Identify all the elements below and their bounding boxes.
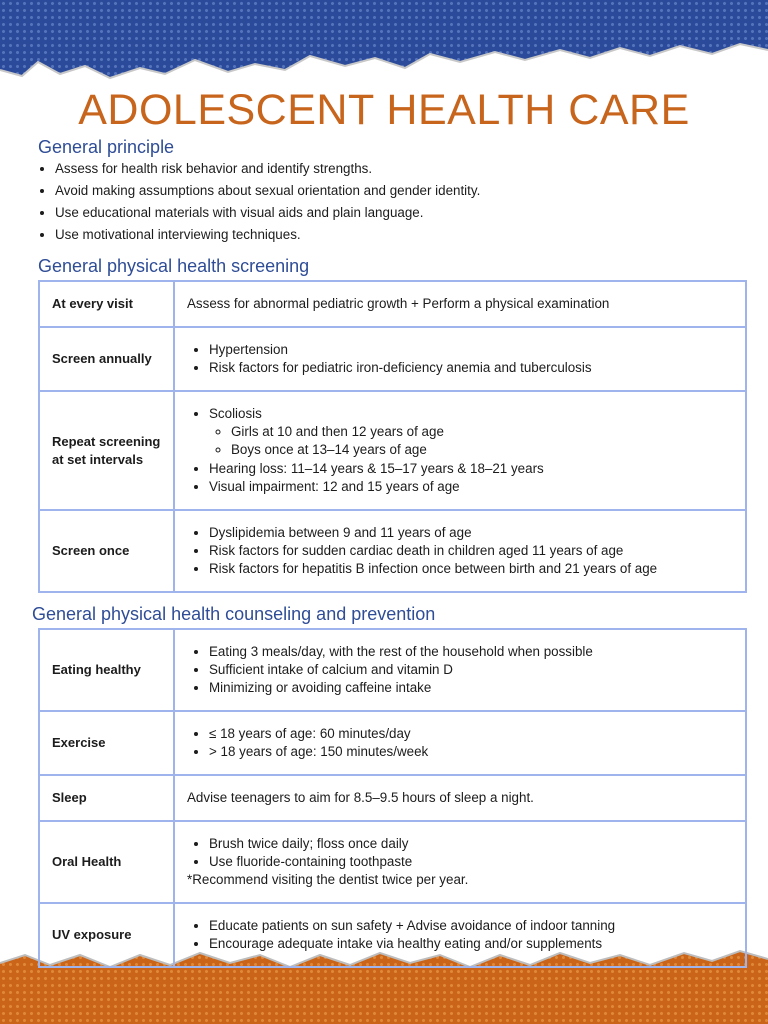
- table-row: [39, 775, 746, 821]
- row-label: UV exposure: [39, 903, 174, 967]
- list-item: • Educate patients on sun safety + Advise avoidance of indoor tanning: [209, 917, 733, 935]
- row-label: Sleep: [39, 775, 174, 821]
- row-label: Screen annually: [39, 327, 174, 391]
- list-item: • Dyslipidemia between 9 and 11 years of age: [209, 524, 733, 542]
- screening-table: [38, 280, 747, 593]
- table-row: [39, 629, 746, 711]
- list-item: • Risk factors for pediatric iron-deficiency anemia and tuberculosis: [209, 359, 733, 377]
- table-row: [39, 711, 746, 775]
- list-item: • Minimizing or avoiding caffeine intake: [209, 679, 733, 697]
- list-item: • Visual impairment: 12 and 15 years of age: [209, 478, 733, 496]
- row-text: Assess for abnormal pediatric growth + Perform a physical examination: [174, 281, 746, 327]
- general-principle-heading: General principle: [38, 137, 175, 157]
- row-label: Eating healthy: [39, 629, 174, 711]
- list-item: • Risk factors for sudden cardiac death in children aged 11 years of age: [209, 542, 733, 560]
- row-label: Screen once: [39, 510, 174, 592]
- list-item: • Eating 3 meals/day, with the rest of the household when possible: [209, 643, 733, 661]
- row-label: Oral Health: [39, 821, 174, 903]
- row-note: *Recommend visiting the dentist twice per year.: [187, 872, 469, 888]
- table-row: [39, 821, 746, 903]
- list-item: • Use motivational interviewing techniques.: [55, 224, 480, 246]
- table-row: [39, 391, 746, 510]
- sub-list-item: ◦ Girls at 10 and then 12 years of age: [231, 423, 733, 441]
- row-label: Repeat screening at set intervals: [39, 391, 174, 510]
- table-row: [39, 281, 746, 327]
- table-row: [39, 327, 746, 391]
- list-item: • Use educational materials with visual aids and plain language.: [55, 202, 480, 224]
- counseling-table: [38, 628, 747, 968]
- list-item: [209, 405, 733, 460]
- sub-list-item: ◦ Boys once at 13–14 years of age: [231, 441, 733, 459]
- table-row: [39, 510, 746, 592]
- table-row: [39, 903, 746, 967]
- list-item: • Brush twice daily; floss once daily: [209, 835, 733, 853]
- list-item: • Hearing loss: 11–14 years & 15–17 years & 18–21 years: [209, 460, 733, 478]
- list-item: • Risk factors for hepatitis B infection once between birth and 21 years of age: [209, 560, 733, 578]
- list-item: • Assess for health risk behavior and identify strengths.: [55, 158, 480, 180]
- row-label: Exercise: [39, 711, 174, 775]
- list-item: • Hypertension: [209, 341, 733, 359]
- list-item: • > 18 years of age: 150 minutes/week: [209, 743, 733, 761]
- list-item-text: Scoliosis: [209, 405, 262, 421]
- list-item: • Sufficient intake of calcium and vitamin D: [209, 661, 733, 679]
- page-title: ADOLESCENT HEALTH CARE: [78, 86, 690, 134]
- counseling-heading: General physical health counseling and prevention: [32, 604, 436, 624]
- row-text: Advise teenagers to aim for 8.5–9.5 hours of sleep a night.: [174, 775, 746, 821]
- list-item: • Use fluoride-containing toothpaste: [209, 853, 733, 871]
- list-item: • Encourage adequate intake via healthy eating and/or supplements: [209, 935, 733, 953]
- screening-heading: General physical health screening: [38, 256, 310, 276]
- list-item: • ≤ 18 years of age: 60 minutes/day: [209, 725, 733, 743]
- general-principle-list: [38, 158, 480, 246]
- row-label: At every visit: [39, 281, 174, 327]
- list-item: • Avoid making assumptions about sexual orientation and gender identity.: [55, 180, 480, 202]
